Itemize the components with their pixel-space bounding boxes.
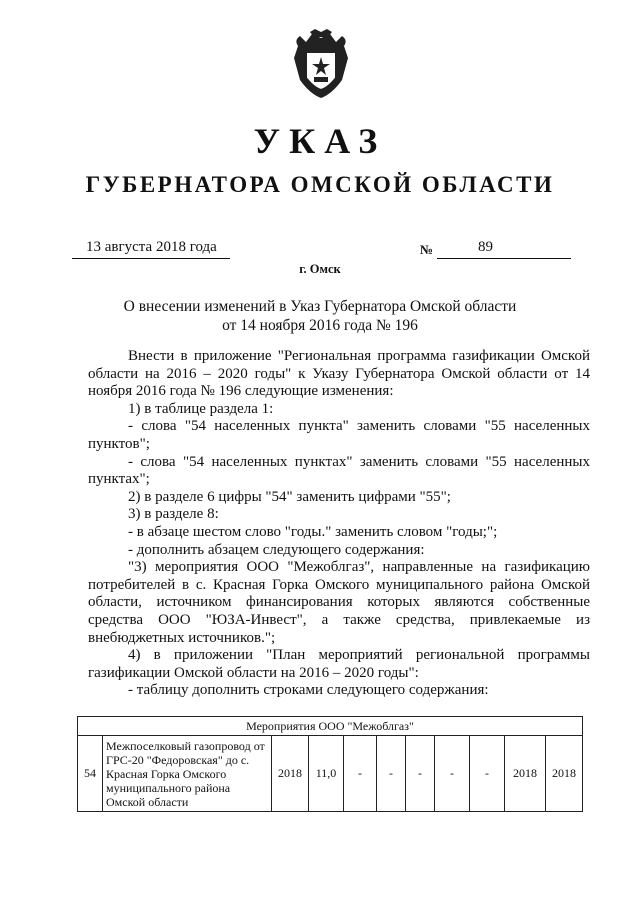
table-cell: - — [435, 736, 470, 812]
coat-of-arms-icon — [288, 28, 354, 100]
row-number: 54 — [78, 736, 103, 812]
table-cell: 2018 — [272, 736, 309, 812]
table-cell: - — [344, 736, 377, 812]
table-cell: 2018 — [505, 736, 546, 812]
document-subject — [70, 297, 570, 335]
paragraph: "3) мероприятия ООО "Межоблгаз", направленные на газификацию потребителей в с. Красная Горка Омского муниципального района Омской области, источником финансирования которых являются собственные средства ООО "ЮЗА-Инвест", а также средства, привлекаемые из внебюджетных источников."; — [88, 559, 590, 646]
paragraph: - таблицу дополнить строками следующего содержания: — [128, 682, 489, 699]
paragraph: 4) в приложении "План мероприятий региональной программы газификации Омской области на 2016 – 2020 годы": — [88, 647, 590, 681]
table-cell: - — [377, 736, 406, 812]
paragraph: - дополнить абзацем следующего содержания: — [128, 541, 425, 558]
paragraph: 2) в разделе 6 цифры "54" заменить цифрами "55"; — [128, 488, 451, 505]
measure-name: Межпоселковый газопровод от ГРС-20 "Федоровская" до с. Красная Горка Омского муниципального района Омской области — [103, 736, 272, 812]
subject-line: от 14 ноября 2016 года № 196 — [222, 317, 418, 334]
paragraph: 1) в таблице раздела 1: — [128, 400, 274, 417]
table-row — [78, 736, 583, 812]
paragraph: - слова "54 населенных пунктах" заменить словами "55 населенных пунктах"; — [88, 453, 590, 488]
date-underline — [72, 258, 230, 259]
table-cell: - — [470, 736, 505, 812]
number-label: № — [420, 242, 434, 257]
document-date: 13 августа 2018 года — [86, 239, 217, 255]
document-city: г. Омск — [299, 262, 341, 276]
plan-table — [77, 716, 583, 812]
table-cell: 11,0 — [309, 736, 344, 812]
subject-line: О внесении изменений в Указ Губернатора Омской области — [123, 298, 517, 315]
paragraph: Внести в приложение "Региональная программа газификации Омской области на 2016 – 2020 годы" к Указу Губернатора Омской области от 14 ноября 2016 года № 196 следующие изменения: — [88, 348, 590, 400]
table-cell: 2018 — [546, 736, 583, 812]
table-section-row — [78, 717, 583, 736]
table-section-header: Мероприятия ООО "Межоблгаз" — [78, 717, 583, 736]
document-body — [88, 348, 590, 700]
number-underline — [437, 258, 571, 259]
paragraph: - слова "54 населенных пункта" заменить словами "55 населенных пунктов"; — [88, 418, 590, 452]
paragraph: 3) в разделе 8: — [128, 506, 219, 523]
document-number: 89 — [478, 239, 493, 255]
table-cell: - — [406, 736, 435, 812]
document-title: УКАЗ — [253, 121, 387, 161]
document-issuer: ГУБЕРНАТОРА ОМСКОЙ ОБЛАСТИ — [85, 172, 555, 197]
paragraph: - в абзаце шестом слово "годы." заменить словом "годы;"; — [128, 523, 498, 540]
